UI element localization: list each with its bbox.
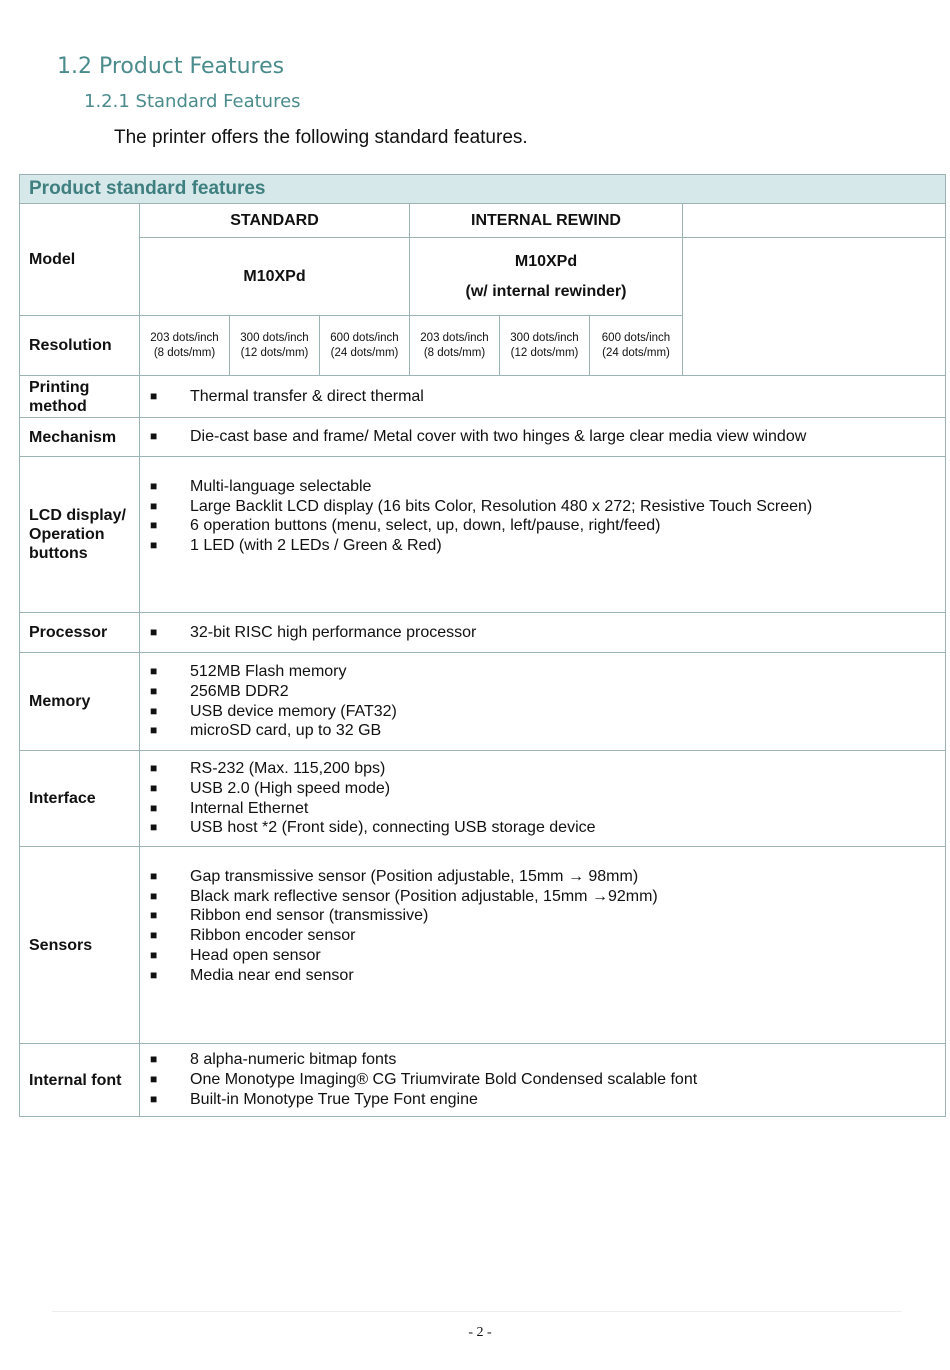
table-row (20, 751, 946, 847)
feature-item: ■ One Monotype Imaging® CG Triumvirate Bold Condensed scalable font (150, 1070, 945, 1090)
model-name-line: (w/ internal rewinder) (465, 282, 627, 300)
row-label: Internal font (20, 1044, 140, 1117)
table-row (20, 613, 946, 653)
feature-list (140, 427, 945, 447)
feature-list (140, 662, 945, 741)
feature-item: ■ Ribbon end sensor (transmissive) (150, 906, 945, 926)
feature-item: ■ 256MB DDR2 (150, 682, 945, 702)
feature-item: ■ Thermal transfer & direct thermal (150, 387, 945, 407)
resolution-dpi: 203 dots/inch (150, 331, 219, 344)
feature-item: ■ 32-bit RISC high performance processor (150, 623, 945, 643)
intro-text: The printer offers the following standard features. (114, 127, 528, 148)
feature-list-cell (140, 653, 946, 751)
resolution-dpi: 203 dots/inch (420, 331, 489, 344)
feature-item: ■ Black mark reflective sensor (Position adjustable, 15mm →92mm) (150, 887, 945, 907)
row-label: Resolution (20, 316, 140, 376)
table-row (20, 376, 946, 418)
feature-list (140, 477, 945, 556)
feature-item: ■ 6 operation buttons (menu, select, up, down, left/pause, right/feed) (150, 516, 945, 536)
row-label: Processor (20, 613, 140, 653)
resolution-cell (500, 316, 590, 376)
feature-list-cell (140, 1044, 946, 1117)
row-label: Printing method (20, 376, 140, 418)
model-name-line: M10XPd (514, 252, 578, 270)
feature-item: ■ USB 2.0 (High speed mode) (150, 779, 945, 799)
resolution-dpi: 600 dots/inch (330, 331, 399, 344)
feature-item: ■ Built-in Monotype True Type Font engine (150, 1090, 945, 1110)
feature-item: ■ Head open sensor (150, 946, 945, 966)
feature-list-cell (140, 751, 946, 847)
feature-item: ■ 8 alpha-numeric bitmap fonts (150, 1050, 945, 1070)
table-row (20, 457, 946, 613)
subsection-heading: 1.2.1 Standard Features (84, 91, 301, 112)
page-number: - 2 - (468, 1325, 492, 1340)
footer-divider (52, 1311, 902, 1312)
row-label: LCD display/ Operation buttons (20, 457, 140, 613)
feature-item: ■ Media near end sensor (150, 966, 945, 986)
model-name (410, 238, 683, 316)
feature-list-cell (140, 457, 946, 613)
table-row (20, 847, 946, 1044)
resolution-mm: (12 dots/mm) (510, 346, 579, 359)
resolution-dpi: 300 dots/inch (240, 331, 309, 344)
feature-item: ■ microSD card, up to 32 GB (150, 721, 945, 741)
row-label: Model (20, 204, 140, 316)
resolution-mm: (12 dots/mm) (240, 346, 309, 359)
feature-list (140, 867, 945, 985)
resolution-cell (590, 316, 683, 376)
model-name: M10XPd (140, 238, 410, 316)
resolution-dpi: 300 dots/inch (510, 331, 579, 344)
feature-item: ■ Die-cast base and frame/ Metal cover with two hinges & large clear media view window (150, 427, 945, 447)
table-row (20, 418, 946, 457)
resolution-cell (320, 316, 410, 376)
table-caption: Product standard features (20, 175, 946, 204)
row-label: Mechanism (20, 418, 140, 457)
feature-item: ■ Multi-language selectable (150, 477, 945, 497)
feature-item: ■ Gap transmissive sensor (Position adjustable, 15mm → 98mm) (150, 867, 945, 887)
feature-list (140, 1050, 945, 1109)
group-header: STANDARD (140, 204, 410, 238)
feature-item: ■ 1 LED (with 2 LEDs / Green & Red) (150, 536, 945, 556)
table-row (20, 1044, 946, 1117)
feature-list (140, 623, 945, 643)
resolution-cell (230, 316, 320, 376)
blank-cell (683, 204, 946, 238)
row-label: Interface (20, 751, 140, 847)
feature-item: ■ RS-232 (Max. 115,200 bps) (150, 759, 945, 779)
resolution-mm: (24 dots/mm) (602, 346, 670, 359)
feature-list (140, 759, 945, 838)
resolution-mm: (8 dots/mm) (423, 346, 486, 359)
feature-item: ■ USB host *2 (Front side), connecting USB storage device (150, 818, 945, 838)
group-header: INTERNAL REWIND (410, 204, 683, 238)
resolution-mm: (8 dots/mm) (153, 346, 216, 359)
section-heading: 1.2 Product Features (57, 54, 285, 79)
feature-list-cell (140, 847, 946, 1044)
feature-list-cell (140, 376, 946, 418)
feature-list-cell (140, 613, 946, 653)
resolution-cell (410, 316, 500, 376)
feature-item: ■ Ribbon encoder sensor (150, 926, 945, 946)
resolution-dpi: 600 dots/inch (601, 331, 671, 344)
resolution-cell (140, 316, 230, 376)
feature-item: ■ Internal Ethernet (150, 799, 945, 819)
table-row (20, 653, 946, 751)
feature-item: ■ Large Backlit LCD display (16 bits Color, Resolution 480 x 272; Resistive Touch Screen) (150, 497, 945, 517)
feature-list (140, 387, 945, 407)
row-label: Sensors (20, 847, 140, 1044)
feature-item: ■ 512MB Flash memory (150, 662, 945, 682)
feature-item: ■ USB device memory (FAT32) (150, 702, 945, 722)
blank-cell (683, 238, 946, 376)
feature-list-cell (140, 418, 946, 457)
resolution-mm: (24 dots/mm) (330, 346, 399, 359)
row-label: Memory (20, 653, 140, 751)
features-table (19, 174, 946, 1117)
